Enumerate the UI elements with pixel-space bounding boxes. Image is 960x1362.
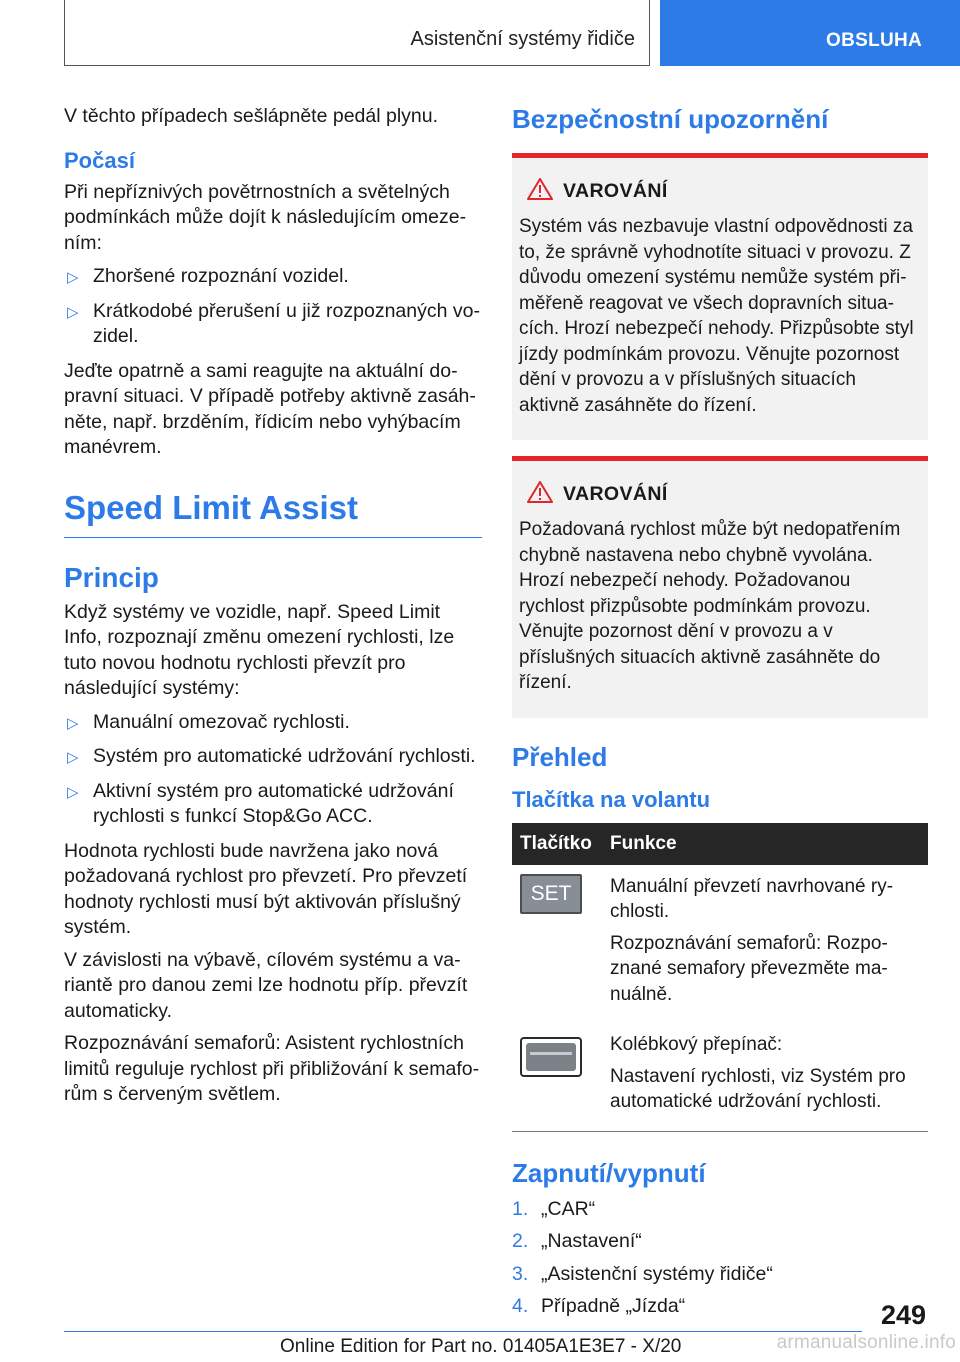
header-chapter-tab <box>660 0 960 66</box>
principle-bullet-list <box>64 710 482 830</box>
warning-title: VAROVÁNÍ <box>563 180 668 202</box>
step-text: Případně „Jízda“ <box>541 1295 686 1317</box>
table-header-function: Funkce <box>602 823 928 865</box>
bullet-triangle-icon: ▷ <box>67 714 79 732</box>
footer-edition: Online Edition for Part no. 01405A1E3E7 - X/20 <box>280 1336 682 1357</box>
bullet-triangle-icon: ▷ <box>67 269 79 286</box>
page-number: 249 <box>880 1300 926 1330</box>
step-number: 2. <box>512 1230 529 1252</box>
weather-heading: Počasí <box>64 147 135 173</box>
overview-heading: Přehled <box>512 741 608 772</box>
warning-triangle-icon <box>519 178 563 205</box>
list-item <box>512 1229 928 1255</box>
table-row <box>512 1023 928 1131</box>
table-row <box>512 865 928 1024</box>
list-item <box>512 1294 928 1320</box>
warning-box <box>512 153 928 440</box>
paragraph-suggested-speed: Hodnota rychlosti bude navržena jako nová požadovaná rychlost pro převzetí. Pro převzetí hodnoty rychlosti musí být aktivován příslušný systém. <box>64 839 468 938</box>
bullet-triangle-icon: ▷ <box>67 303 79 321</box>
bullet-triangle-icon: ▷ <box>67 783 79 801</box>
intro-text: V těchto případech sešlápněte pedál plynu. <box>64 105 439 127</box>
right-column <box>512 104 928 1327</box>
warning-text: Systém vás nezbavuje vlastní odpovědnosti za to, že správně vyhodnotíte situaci v provozu. Z důvodu omezení systému nemůže systém přiměřeně reagovat ve všech dopravních situacích. Hrozí nebezpečí nehody. Přizpůsobte styl jízdy podmínkám provozu. Věnujte pozornost dění v provozu a v příslušných situacích aktivně zasáhněte do řízení. <box>519 216 914 416</box>
principle-text: Když systémy ve vozidle, např. Speed Limit Info, rozpoznají změnu omezení rychlosti, lze tuto novou hodnotu rychlosti převzít pro následující systémy: <box>64 600 455 699</box>
list-item-text: Manuální omezovač rychlosti. <box>93 710 350 733</box>
table-cell-button <box>512 865 602 1024</box>
list-item <box>64 744 482 770</box>
step-text: „Asistenční systémy řidiče“ <box>541 1262 773 1285</box>
controls-table <box>512 823 928 1132</box>
list-item-text: Krátkodobé přerušení u již rozpoznaných vozidel. <box>93 299 480 347</box>
header-section-box <box>64 0 650 66</box>
step-number: 3. <box>512 1262 529 1285</box>
weather-after-text: Jeďte opatrně a sami reagujte na aktuální dopravní situaci. V případě potřeby aktivně zasáhněte, např. brzděním, řídicím nebo vyhýbacím manévrem. <box>64 359 476 458</box>
header-section-title: Asistenční systémy řidiče <box>410 28 635 50</box>
list-item <box>64 779 482 830</box>
warning-title: VAROVÁNÍ <box>563 483 668 505</box>
watermark: armanualsonline.info <box>776 1332 956 1353</box>
main-heading: Speed Limit Assist <box>64 489 482 538</box>
list-item-text: Aktivní systém pro automatické udržování rychlosti s funkcí Stop&Go ACC. <box>93 779 454 827</box>
list-item-text: Zhoršené rozpoznání vozidel. <box>93 265 349 287</box>
function-text: Kolébkový přepínač: <box>610 1034 783 1055</box>
list-item <box>512 1197 928 1223</box>
list-item <box>512 1262 928 1288</box>
function-text: Manuální převzetí navrhované rychlosti. <box>610 875 894 922</box>
function-text: Nastavení rychlosti, viz Systém pro automatické udržování rychlosti. <box>610 1065 906 1112</box>
table-cell-button <box>512 1023 602 1131</box>
step-number: 4. <box>512 1295 529 1317</box>
table-cell-function <box>602 865 928 1024</box>
warning-box <box>512 456 928 718</box>
safety-heading: Bezpečnostní upozornění <box>512 104 829 134</box>
list-item-text: Systém pro automatické udržování rychlosti. <box>93 745 476 767</box>
weather-bullet-list <box>64 264 482 350</box>
bullet-triangle-icon: ▷ <box>67 749 79 766</box>
paragraph-equipment: V závislosti na výbavě, cílovém systému a variantě pro danou zemi lze hodnotu příp. převzít automaticky. <box>64 948 468 1022</box>
header-chapter-label: OBSLUHA <box>826 30 923 51</box>
buttons-heading: Tlačítka na volantu <box>512 786 711 812</box>
list-item <box>64 299 482 350</box>
list-item <box>64 710 482 736</box>
paragraph-traffic-lights: Rozpoznávání semaforů: Asistent rychlostních limitů reguluje rychlost při přibližování k semaforům s červeným světlem. <box>64 1032 480 1105</box>
rocker-switch-icon <box>520 1037 582 1077</box>
warning-triangle-icon <box>519 481 563 508</box>
principle-heading: Princip <box>64 561 159 593</box>
function-text: Rozpoznávání semaforů: Rozpoznané semafory převezměte manuálně. <box>610 932 888 1005</box>
weather-text: Při nepříznivých povětrnostních a světelných podmínkách může dojít k následujícím omezením: <box>64 180 467 254</box>
set-button-icon: SET <box>520 874 582 914</box>
footer-divider <box>64 1331 862 1332</box>
step-text: „CAR“ <box>541 1197 596 1220</box>
step-number: 1. <box>512 1197 529 1220</box>
list-item <box>64 264 482 290</box>
onoff-heading: Zapnutí/vypnutí <box>512 1157 706 1188</box>
left-column <box>64 104 482 1115</box>
table-header-button: Tlačítko <box>512 823 602 865</box>
step-text: „Nastavení“ <box>541 1230 642 1252</box>
warning-text: Požadovaná rychlost může být nedopatřením chybně nastavena nebo chybně vyvolána. Hrozí nebezpečí nehody. Požadovanou rychlost přizpůsobte podmínkám provozu. Věnujte pozornost dění v provozu a v příslušných situacích aktivně zasáhněte do řízení. <box>519 519 901 693</box>
steps-list <box>512 1197 928 1320</box>
table-cell-function <box>602 1023 928 1131</box>
